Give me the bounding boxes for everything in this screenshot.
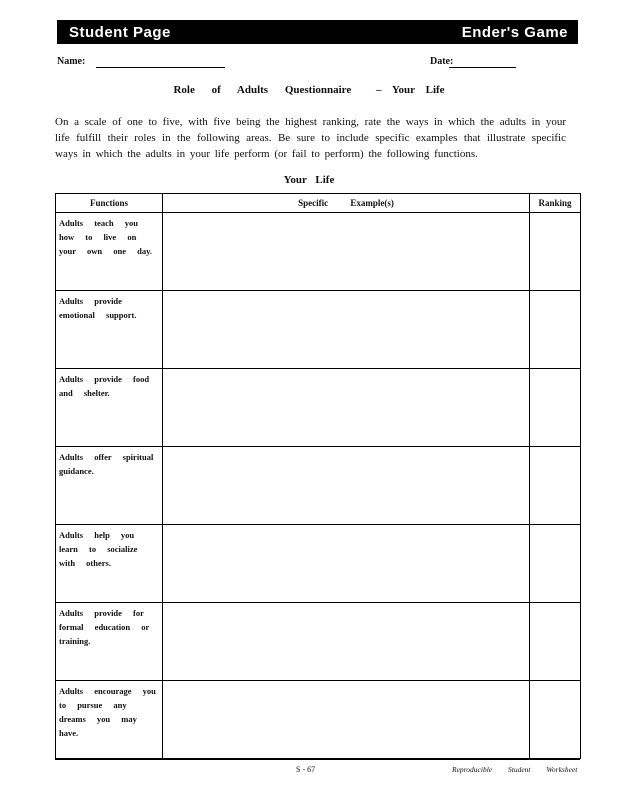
table-row: [56, 213, 581, 291]
ranking-cell[interactable]: [530, 681, 581, 759]
example-cell[interactable]: [163, 369, 530, 447]
footer-divider: [55, 759, 580, 760]
header-ranking: Ranking: [530, 194, 581, 213]
table-header-row: [56, 194, 581, 213]
ranking-cell[interactable]: [530, 447, 581, 525]
header-examples: Specific Example(s): [163, 194, 530, 213]
ranking-cell[interactable]: [530, 603, 581, 681]
page-number: S - 67: [296, 765, 316, 774]
ranking-cell[interactable]: [530, 213, 581, 291]
date-label: Date:: [430, 56, 454, 67]
example-cell[interactable]: [163, 603, 530, 681]
page-title: [0, 84, 618, 96]
function-cell: Adults help you learn to socialize with others.: [56, 525, 163, 603]
questionnaire-table: [55, 193, 581, 759]
example-cell[interactable]: [163, 447, 530, 525]
table-row: [56, 291, 581, 369]
function-cell: Adults provide emotional support.: [56, 291, 163, 369]
header-right: Ender's Game: [461, 23, 568, 41]
example-cell[interactable]: [163, 213, 530, 291]
example-cell[interactable]: [163, 681, 530, 759]
table-row: [56, 369, 581, 447]
function-cell: Adults encourage you to pursue any dreams you may have.: [56, 681, 163, 759]
title-sub: – Your Life: [375, 84, 445, 96]
example-cell[interactable]: [163, 291, 530, 369]
table-row: [56, 603, 581, 681]
header-banner: [57, 20, 578, 44]
function-cell: Adults provide food and shelter.: [56, 369, 163, 447]
example-cell[interactable]: [163, 525, 530, 603]
name-label: Name:: [57, 56, 86, 67]
header-functions: Functions: [56, 194, 163, 213]
table-row: [56, 681, 581, 759]
ranking-cell[interactable]: [530, 291, 581, 369]
ranking-cell[interactable]: [530, 369, 581, 447]
section-title: Your Life: [283, 174, 335, 186]
name-field[interactable]: [96, 67, 225, 68]
table-row: [56, 447, 581, 525]
title-main: Role of Adults Questionnaire: [173, 84, 352, 96]
date-field[interactable]: [449, 67, 516, 68]
header-left: Student Page: [69, 23, 171, 41]
footer-note: Reproducible Student Worksheet: [452, 765, 578, 774]
table-row: [56, 525, 581, 603]
function-cell: Adults teach you how to live on your own one day.: [56, 213, 163, 291]
function-cell: Adults provide for formal education or training.: [56, 603, 163, 681]
ranking-cell[interactable]: [530, 525, 581, 603]
function-cell: Adults offer spiritual guidance.: [56, 447, 163, 525]
instructions: On a scale of one to five, with five being the highest ranking, rate the ways in which the adults in your life fulfill their roles in the following areas. Be sure to include specific examples that illustrate specific ways in which the adults in your life perform (or fail to perform) the following functions.: [55, 116, 566, 160]
